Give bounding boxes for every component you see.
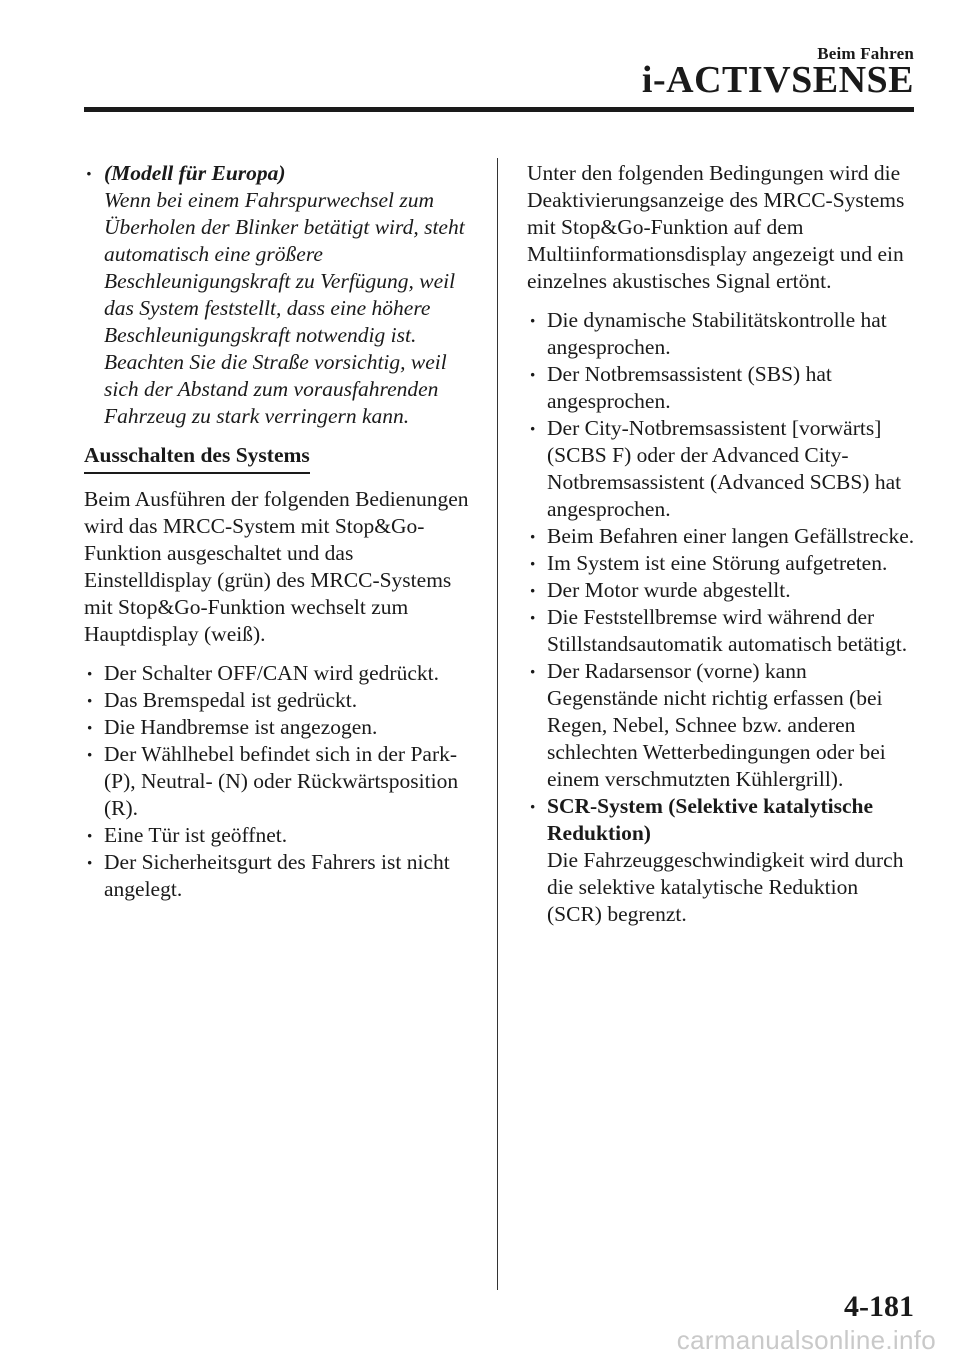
list-item: · Der Wählhebel befindet sich in der Park- (P), Neutral- (N) oder Rückwärtsposition (R). <box>84 741 482 822</box>
chapter-title: i-ACTIVSENSE <box>641 59 914 101</box>
list-item: · Der Notbremsassistent (SBS) hat angesprochen. <box>527 361 915 415</box>
watermark: carmanualsonline.info <box>676 1325 936 1355</box>
left-column <box>84 160 482 903</box>
header-divider <box>84 107 914 112</box>
list-item: · Der Schalter OFF/CAN wird gedrückt. <box>84 660 482 687</box>
list-item: · Der Motor wurde abgestellt. <box>527 577 915 604</box>
list-item: · Beim Befahren einer langen Gefällstrecke. <box>527 523 915 550</box>
list-item: · Im System ist eine Störung aufgetreten. <box>527 550 915 577</box>
scr-heading: · SCR-System (Selektive katalytische Reduktion) <box>547 794 874 845</box>
list-item-scr <box>527 793 915 928</box>
list-item: · Der Sicherheitsgurt des Fahrers ist nicht angelegt. <box>84 849 482 903</box>
note-body: Wenn bei einem Fahrspurwechsel zum Überholen der Blinker betätigt wird, steht automatisch eine größere Beschleunigungskraft zu Verfügung, weil das System feststellt, dass eine höhere Beschleunigungskraft notwendig ist. Beachten Sie die Straße vorsichtig, weil sich der Abstand zum vorausfahrenden Fahrzeug zu stark verringern kann. <box>104 188 465 428</box>
scr-body: Die Fahrzeuggeschwindigkeit wird durch die selektive katalytische Reduktion (SCR) begrenzt. <box>547 848 904 926</box>
page-number: 4-181 <box>844 1290 914 1323</box>
conditions-bullet-list <box>527 307 915 928</box>
list-item: · Die dynamische Stabilitätskontrolle hat angesprochen. <box>527 307 915 361</box>
list-item: · Die Feststellbremse wird während der Stillstandsautomatik automatisch betätigt. <box>527 604 915 658</box>
list-item: · Der Radarsensor (vorne) kann Gegenstände nicht richtig erfassen (bei Regen, Nebel, Schnee bzw. anderen schlechten Wetterbedingungen oder bei einem verschmutzten Kühlergrill). <box>527 658 915 793</box>
right-column <box>527 160 915 928</box>
europe-model-note <box>84 160 482 430</box>
note-heading: · (Modell für Europa) <box>104 161 286 185</box>
section-label: Beim Fahren <box>817 44 914 63</box>
column-divider <box>497 158 498 1290</box>
section-heading: Ausschalten des Systems <box>84 442 310 474</box>
list-item: · Die Handbremse ist angezogen. <box>84 714 482 741</box>
list-item: · Der City-Notbremsassistent [vorwärts] (SCBS F) oder der Advanced City-Notbremsassistent (Advanced SCBS) hat angesprochen. <box>527 415 915 523</box>
deactivation-bullet-list <box>84 660 482 903</box>
section-paragraph: Beim Ausführen der folgenden Bedienungen wird das MRCC-System mit Stop&Go-Funktion ausgeschaltet und das Einstelldisplay (grün) des MRCC-Systems mit Stop&Go-Funktion wechselt zum Hauptdisplay (weiß). <box>84 487 469 646</box>
list-item: · Das Bremspedal ist gedrückt. <box>84 687 482 714</box>
conditions-paragraph: Unter den folgenden Bedingungen wird die Deaktivierungsanzeige des MRCC-Systems mit Stop&Go-Funktion auf dem Multiinformationsdisplay angezeigt und ein einzelnes akustisches Signal ertönt. <box>527 161 905 293</box>
list-item: · Eine Tür ist geöffnet. <box>84 822 482 849</box>
